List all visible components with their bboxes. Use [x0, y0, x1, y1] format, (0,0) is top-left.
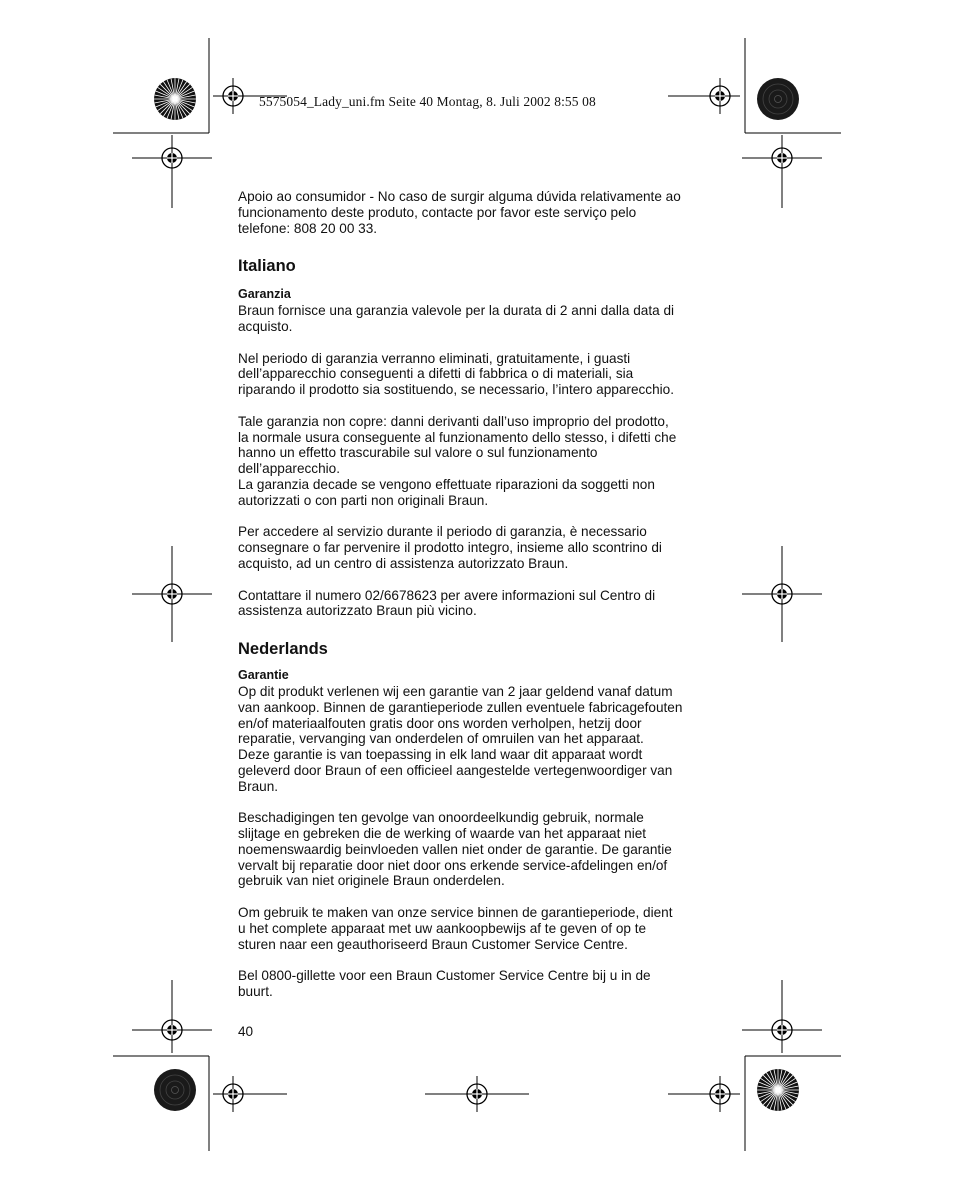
italiano-paragraph-5: Contattare il numero 02/6678623 per avere informazioni sul Centro di assistenza autorizzato Braun più vicino.: [238, 587, 656, 619]
italiano-paragraph-2: Nel periodo di garanzia verranno eliminati, gratuitamente, i guasti dell’apparecchio conseguenti a difetti di fabbrica o di materiali, sia riparando il prodotto sia sostituendo, se necessario, l’intero apparecchio.: [238, 350, 675, 398]
nederlands-paragraph-3: Om gebruik te maken van onze service binnen de garantieperiode, dient u het complete apparaat met uw aankoopbewijs af te geven of op te sturen naar een geauthoriseerd Braun Customer Service Centre.: [238, 905, 673, 952]
page-number: 40: [238, 1024, 254, 1039]
italiano-paragraph-3: Tale garanzia non copre: danni derivanti dall’uso improprio del prodotto, la normale usura conseguente al funzionamento dello stesso, i difetti che hanno un effetto trascurabile sul valore o sul funzionamento dell’apparecchio. La garanzia decade se vengono effettuate riparazioni da soggetti non autorizzati o con parti non originali Braun.: [238, 413, 677, 508]
intro-paragraph: Apoio ao consumidor - No caso de surgir alguma dúvida relativamente ao funcionamento deste produto, contacte por favor este serviço pelo telefone: 808 20 00 33.: [238, 189, 681, 236]
print-header: 5575054_Lady_uni.fm Seite 40 Montag, 8. Juli 2002 8:55 08: [259, 94, 596, 109]
subheading-garanzia: Garanzia: [238, 287, 291, 302]
section-heading-nederlands: Nederlands: [238, 640, 328, 659]
nederlands-paragraph-4: Bel 0800-gillette voor een Braun Customer Service Centre bij u in de buurt.: [238, 968, 651, 1000]
section-heading-italiano: Italiano: [238, 257, 296, 276]
italiano-paragraph-4: Per accedere al servizio durante il periodo di garanzia, è necessario consegnare o far pervenire il prodotto integro, insieme allo scontrino di acquisto, ad un centro di assistenza autorizzato Braun.: [238, 524, 662, 571]
nederlands-paragraph-1: Op dit produkt verlenen wij een garantie van 2 jaar geldend vanaf datum van aankoop. Binnen de garantieperiode zullen eventuele fabricagefouten en/of materiaalfouten gratis door ons worden verholpen, hetzij door reparatie, vervanging van onderdelen of omruilen van het apparaat. Deze garantie is van toepassing in elk land waar dit apparaat wordt geleverd door Braun of een officieel aangestelde vertegenwoordiger van Braun.: [238, 683, 683, 794]
page-content: [238, 189, 728, 1000]
italiano-paragraph-1: Braun fornisce una garanzia valevole per la durata di 2 anni dalla data di acquisto.: [238, 303, 675, 334]
subheading-garantie: Garantie: [238, 668, 289, 683]
nederlands-paragraph-2: Beschadigingen ten gevolge van onoordeelkundig gebruik, normale slijtage en gebreken die de werking of waarde van het apparaat niet noemenswaardig beinvloeden vallen niet onder de garantie. De garantie vervalt bij reparatie door niet door ons erkende service-afdelingen en/of gebruik van niet originele Braun onderdelen.: [238, 810, 672, 889]
